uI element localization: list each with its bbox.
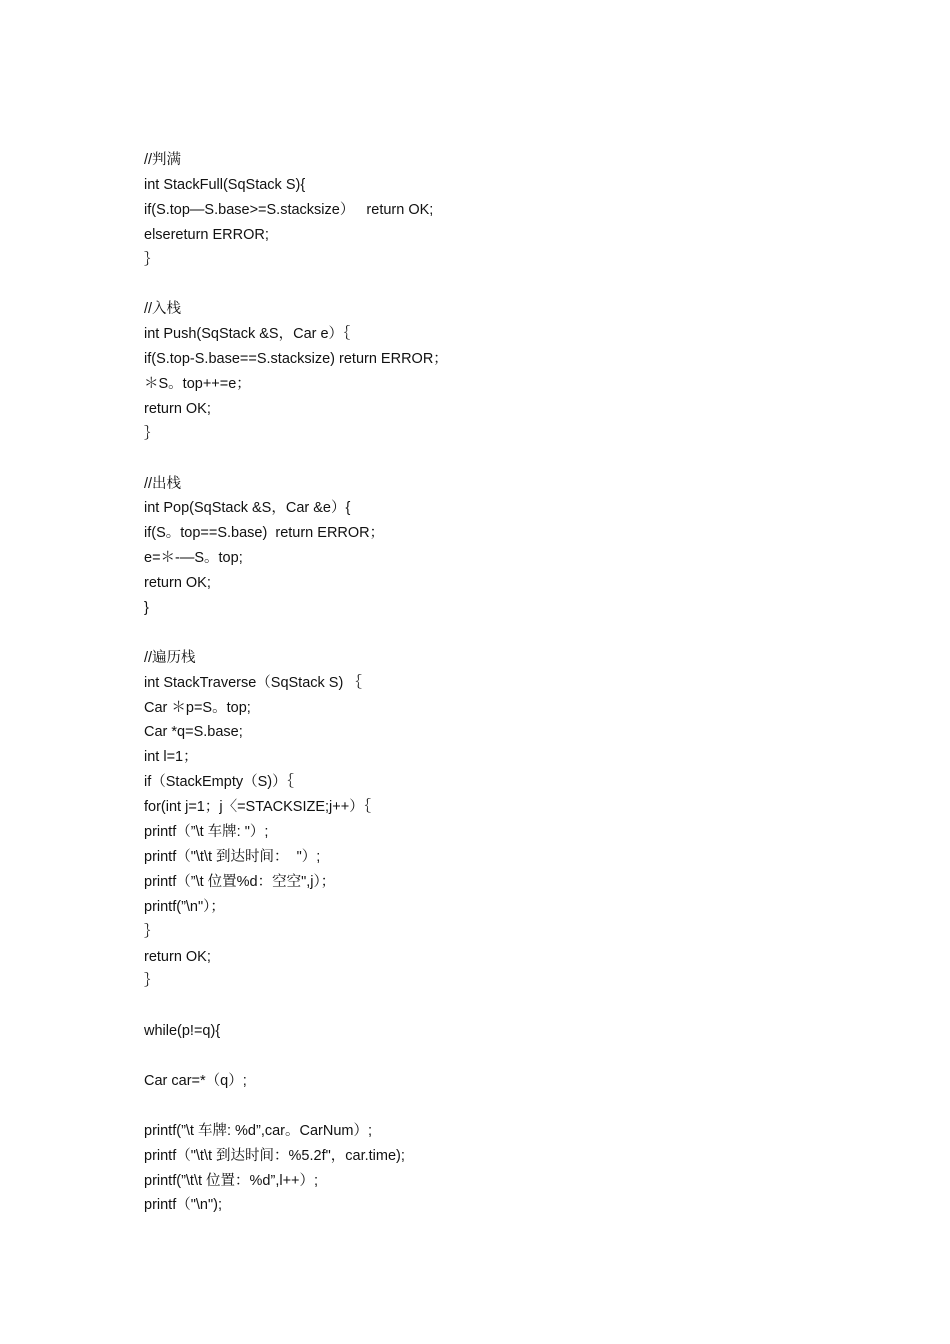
code-line: ｝ <box>144 923 159 940</box>
code-line: while(p!=q){ <box>144 1023 221 1040</box>
code-line: printf（”\t 位置%d：空空",j）； <box>144 873 336 890</box>
blank-line <box>144 1044 844 1069</box>
blank-line <box>144 621 844 646</box>
code-line: ｝ <box>144 425 159 442</box>
code-line: printf(”\t 车牌: %d”,car。CarNum）; <box>144 1122 372 1139</box>
code-line: } <box>144 600 149 617</box>
code-line: Car car=*（q）; <box>144 1072 247 1089</box>
code-line: int Push(SqStack &S，Car e）｛ <box>144 326 351 343</box>
code-line: Car ＊p=S。top; <box>144 699 251 716</box>
code-line: return OK; <box>144 948 211 965</box>
code-line: printf（"\t\t 到达时间： "）; <box>144 848 321 865</box>
code-line: printf（"\n"); <box>144 1197 222 1214</box>
code-line: printf(”\t\t 位置：%d”,l++）; <box>144 1172 319 1189</box>
code-line: return OK; <box>144 400 211 417</box>
blank-line <box>144 272 844 297</box>
code-line: int l=1； <box>144 749 198 766</box>
code-line: ＊S。top++=e； <box>144 376 251 393</box>
code-line: int StackFull(SqStack S){ <box>144 176 306 193</box>
code-line: Car *q=S.base; <box>144 724 243 741</box>
code-line: elsereturn ERROR; <box>144 226 269 243</box>
code-line: if(S。top==S.base) return ERROR； <box>144 525 385 542</box>
code-line: if(S.top-S.base==S.stacksize) return ERROR； <box>144 351 448 368</box>
code-line: printf（"\t\t 到达时间：%5.2f"，car.time); <box>144 1147 405 1164</box>
blank-line <box>144 994 844 1019</box>
code-line: //出栈 <box>144 475 182 492</box>
code-line: ｝ <box>144 251 159 268</box>
code-line: for(int j=1；j〈=STACKSIZE;j++）｛ <box>144 799 371 816</box>
code-line: int StackTraverse（SqStack S) ｛ <box>144 674 362 691</box>
code-line: printf(”\n"）； <box>144 898 225 915</box>
code-line: //入栈 <box>144 301 182 318</box>
code-line: ｝ <box>144 973 159 990</box>
code-line: printf（”\t 车牌: "）; <box>144 824 269 841</box>
blank-line <box>144 1094 844 1119</box>
code-line: //遍历栈 <box>144 649 196 666</box>
code-line: if（StackEmpty（S)）｛ <box>144 774 294 791</box>
code-listing <box>144 148 844 1218</box>
code-line: if(S.top—S.base>=S.stacksize） return OK; <box>144 201 434 218</box>
code-line: return OK; <box>144 575 211 592</box>
code-line: int Pop(SqStack &S，Car &e）{ <box>144 500 351 517</box>
code-line: e=＊-—S。top; <box>144 550 243 567</box>
blank-line <box>144 447 844 472</box>
code-line: //判满 <box>144 152 182 168</box>
